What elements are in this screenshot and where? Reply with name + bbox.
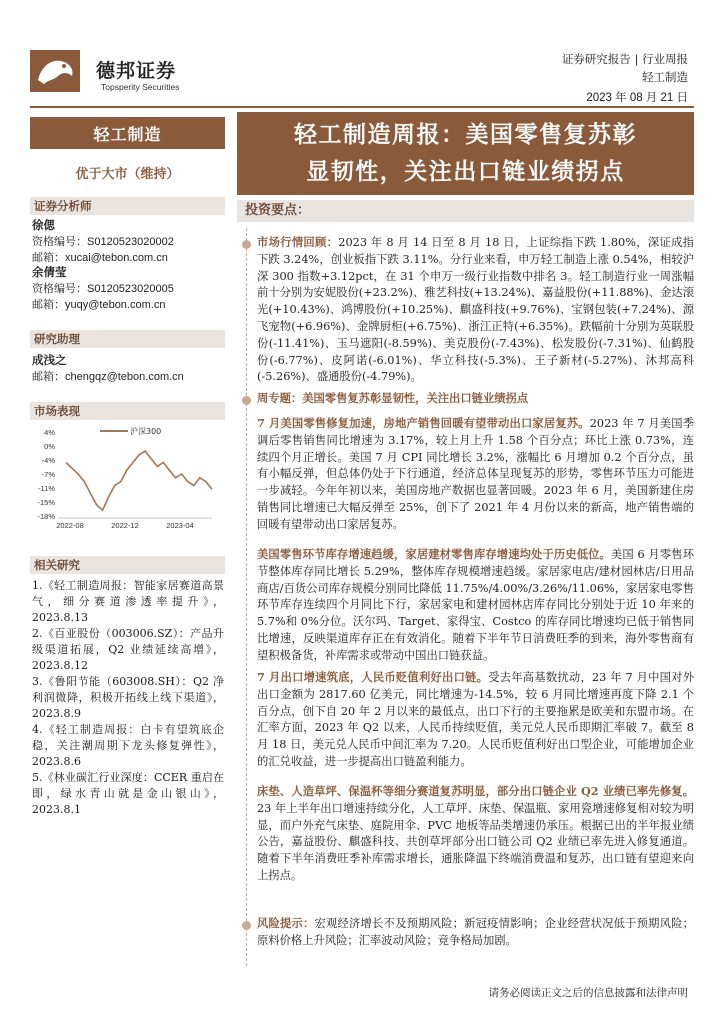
key-points-heading: 投资要点： — [237, 200, 694, 222]
analyst-block-1 — [32, 218, 174, 267]
email-label: 邮箱： — [32, 251, 65, 264]
company-logo — [30, 50, 80, 92]
rating: 优于大市（维持） — [75, 167, 180, 182]
assistant-heading: 研究助理 — [30, 330, 225, 348]
paragraph-lead: 7 月美国零售修复加速，房地产销售回暖有望带动出口家居复苏。 — [257, 416, 590, 430]
analyst-name: 余倩莹 — [32, 265, 67, 279]
license-label: 资格编号： — [32, 281, 87, 295]
y-tick-label: -4% — [41, 456, 55, 465]
bullet-icon — [242, 240, 251, 249]
paragraph-lead: 周专题：美国零售复苏彰显韧性，关注出口链业绩拐点 — [257, 391, 529, 405]
related-item[interactable]: 1.《轻工制造周报：智能家居赛道高景气，细分赛道渗透率提升》，2023.8.13 — [32, 579, 224, 624]
paragraph-exports — [257, 669, 694, 771]
paragraph-market-review — [257, 234, 694, 386]
brand-name-cn: 德邦证券 — [96, 60, 177, 82]
y-tick-label: -18% — [37, 512, 55, 521]
paragraph-us-retail — [257, 415, 694, 534]
series-line-hs300 — [66, 451, 212, 510]
analyst-block-2 — [32, 265, 174, 314]
related-item[interactable]: 5.《林业碳汇行业深度：CCER 重启在即，绿水青山就是金山银山》，2023.8.1 — [32, 771, 224, 816]
paragraph-weekly-topic — [257, 390, 694, 408]
bullet-icon — [242, 921, 251, 930]
y-tick-label: -11% — [38, 484, 55, 493]
paragraph-body: 2023 年 7 月美国季调后零售销售同比增速为 3.17%，较上月上升 1.58 个百分点；环比上涨 0.73%，连续四个月正增长。美国 7 月 CPI 同比增长 3.2%，涨幅比 6 月增加 0.2 个百分点，虽有小幅反弹，但总体仍处于下行通道，经济总体呈现复苏的形势，零售环节压力可能进一步减轻。今年年初以来，美国房地产数据也显著回暖。2023 年 6 月，美国新建住房销售同比增速已大幅反弹至 25%，创下了 2021 年 4 月份以来的新高，地产销售端的回暖有望带动出口家居复苏。 — [257, 417, 695, 531]
paragraph-body: 受去年高基数扰动，23 年 7 月中国对外出口金额为 2817.60 亿美元，同比增速为-14.5%，较 6 月同比增速再度下降 2.1 个百分点，创下自 20 年 2 月以来的最低点，出口下行的主要拖累是欧美和东盟市场。在汇率方面，2023 年 Q2 以来，人民币持续贬值，美元兑人民币即期汇率破 7。截至 8 月 18 日，美元兑人民币中间汇率为 7.20。人民币贬值利好出口型企业，可能增加企业的汇兑收益，进一步提高出口链盈利能力。 — [257, 671, 695, 768]
license-label: 资格编号： — [32, 234, 87, 248]
related-heading: 相关研究 — [30, 556, 225, 574]
timeline-divider — [246, 228, 247, 966]
paragraph-lead: 7 月出口增速筑底，人民币贬值利好出口链。 — [257, 670, 489, 684]
analyst-heading: 证券分析师 — [30, 197, 225, 215]
assistant-name: 成浅之 — [32, 353, 67, 367]
paragraph-body: 宏观经济增长不及预期风险；新冠疫情影响；企业经营状况低于预期风险；原料价格上升风险；汇率波动风险；竞争格局加剧。 — [257, 917, 694, 947]
y-tick-label: -15% — [37, 498, 55, 507]
y-tick-label: 4% — [44, 428, 55, 437]
logo-eye-icon — [62, 64, 66, 68]
x-tick-label: 2022-08 — [56, 521, 84, 530]
report-meta — [562, 50, 688, 86]
related-item[interactable]: 2.《百亚股份（003006.SZ）：产品升级渠道拓展，Q2 业绩延续高增》，2023.8.12 — [32, 627, 224, 672]
report-date: 2023 年 08 月 21 日 — [586, 92, 688, 104]
paragraph-lead: 风险提示： — [257, 916, 315, 930]
paragraph-inventory — [257, 546, 694, 665]
related-list — [32, 578, 224, 818]
x-tick-label: 2023-04 — [166, 521, 194, 530]
market-chart — [30, 418, 225, 538]
email-address[interactable]: chengqz@tebon.com.cn — [65, 370, 184, 383]
license-number: S0120523020002 — [87, 235, 174, 248]
legend-label: 沪深300 — [130, 427, 162, 436]
paragraph-body: 2023 年 8 月 14 日至 8 月 18 日，上证综指下跌 1.80%，深证成指下跌 3.24%，创业板指下跌 3.11%。分行业来看，申万轻工制造上涨 0.54%，相较沪深 300 指数+3.12pct，在 31 个申万一级行业指数中排名 3。轻工制造行业一周涨幅前十分别为安妮股份(+23.2%)、雅艺科技(+13.24%)、嘉益股份(+11.88%)、金达滚光(+10.43%)、鸿博股份(+10.25%)、麒盛科技(+9.76%)、宝钢包装(+7.24%)、源飞宠物(+6.96%)、金牌厨柜(+6.75%)、浙江正特(+6.35%)。跌幅前十分别为英联股份(-11.41%)、玉马遮阳(-8.59%)、美克股份(-7.43%)、松发股份(-7.31%)、仙鹤股份(-6.77%)、皮阿诺(-6.01%)、华立科技(-5.3%)、王子新材(-5.27%)、沐邦高科(-5.26%)、盛通股份(-4.79%)。 — [257, 236, 694, 384]
report-sector: 轻工制造 — [642, 70, 688, 84]
email-label: 邮箱： — [32, 369, 65, 383]
email-address[interactable]: xucai@tebon.com.cn — [65, 252, 168, 264]
footer-disclaimer: 请务必阅读正文之后的信息披露和法律声明 — [488, 987, 688, 999]
header-divider — [30, 106, 694, 108]
analyst-name: 徐偲 — [32, 218, 55, 232]
paragraph-segments — [257, 783, 694, 885]
assistant-email — [32, 369, 184, 386]
email-address[interactable]: yuqy@tebon.com.cn — [65, 299, 166, 311]
analyst-license — [32, 281, 174, 298]
report-type: 证券研究报告 | 行业周报 — [561, 52, 688, 66]
paragraph-body: 美国 6 月零售环节整体库存同比增长 5.29%，整体库存规模增速趋缓。家居家电店/建材园林店/日用品商店/百货公司库存规模分别同比降低 11.75%/4.00%/3.26%/11.06%，家居家电零售环节库存连续四个月同比下行，家居家电和建材园林店库存同比分别处于近 10 年来的 5.7%和 0%分位。沃尔玛、Target、家得宝、Costco 的库存同比增速均已低于销售同比增速，反映渠道库存正在有效消化。随着下半年节日消费旺季的到来，海外零售商有望积极备货，补库需求或带动中国出口链获益。 — [257, 548, 694, 662]
related-item[interactable]: 4.《轻工制造周报：白卡有望筑底企稳，关注潮周期下龙头修复弹性》，2023.8.6 — [32, 723, 224, 768]
paragraph-lead: 美国零售环节库存增速趋缓，家居建材零售库存增速均处于历史低位。 — [257, 547, 611, 561]
license-number: S0120523020005 — [87, 282, 174, 295]
brand-name-en: Topsperity Securities — [101, 82, 180, 92]
analyst-license — [32, 234, 174, 251]
x-tick-label: 2022-12 — [111, 521, 139, 530]
paragraph-lead: 床垫、人造草坪、保温杯等细分赛道复苏明显，部分出口链企业 Q2 业绩已率先修复。 — [257, 784, 694, 798]
paragraph-lead: 市场行情回顾： — [257, 235, 339, 249]
related-item[interactable]: 3.《鲁阳节能（603008.SH）：Q2 净利润微降，积极开拓线上线下渠道》，2023.8.9 — [32, 675, 224, 720]
bullet-icon — [242, 396, 251, 405]
market-heading: 市场表现 — [30, 402, 225, 420]
analyst-email — [32, 297, 174, 314]
email-label: 邮箱： — [32, 298, 65, 311]
report-title — [237, 112, 694, 195]
y-tick-label: 0% — [44, 442, 55, 451]
y-tick-label: -7% — [41, 470, 55, 479]
title-line-1: 轻工制造周报：美国零售复苏彰 — [294, 121, 637, 148]
sector-title: 轻工制造 — [30, 117, 225, 149]
paragraph-risks — [257, 915, 694, 950]
paragraph-body: 23 年上半年出口增速持续分化，人工草坪、床垫、保温瓶、家用瓷增速修复相对较为明显，而户外充气床垫、庭院用伞、PVC 地板等品类增速仍承压。根据已出的半年报业绩公告，嘉益股份、麒盛科技、共创草坪部分出口链公司 Q2 业绩已率先进入修复通道。随着下半年消费旺季补库需求增长，通胀降温下终端消费温和复苏，出口链有望迎来向上拐点。 — [257, 801, 694, 882]
title-line-2: 显韧性，关注出口链业绩拐点 — [306, 158, 625, 185]
assistant-block — [32, 353, 184, 385]
